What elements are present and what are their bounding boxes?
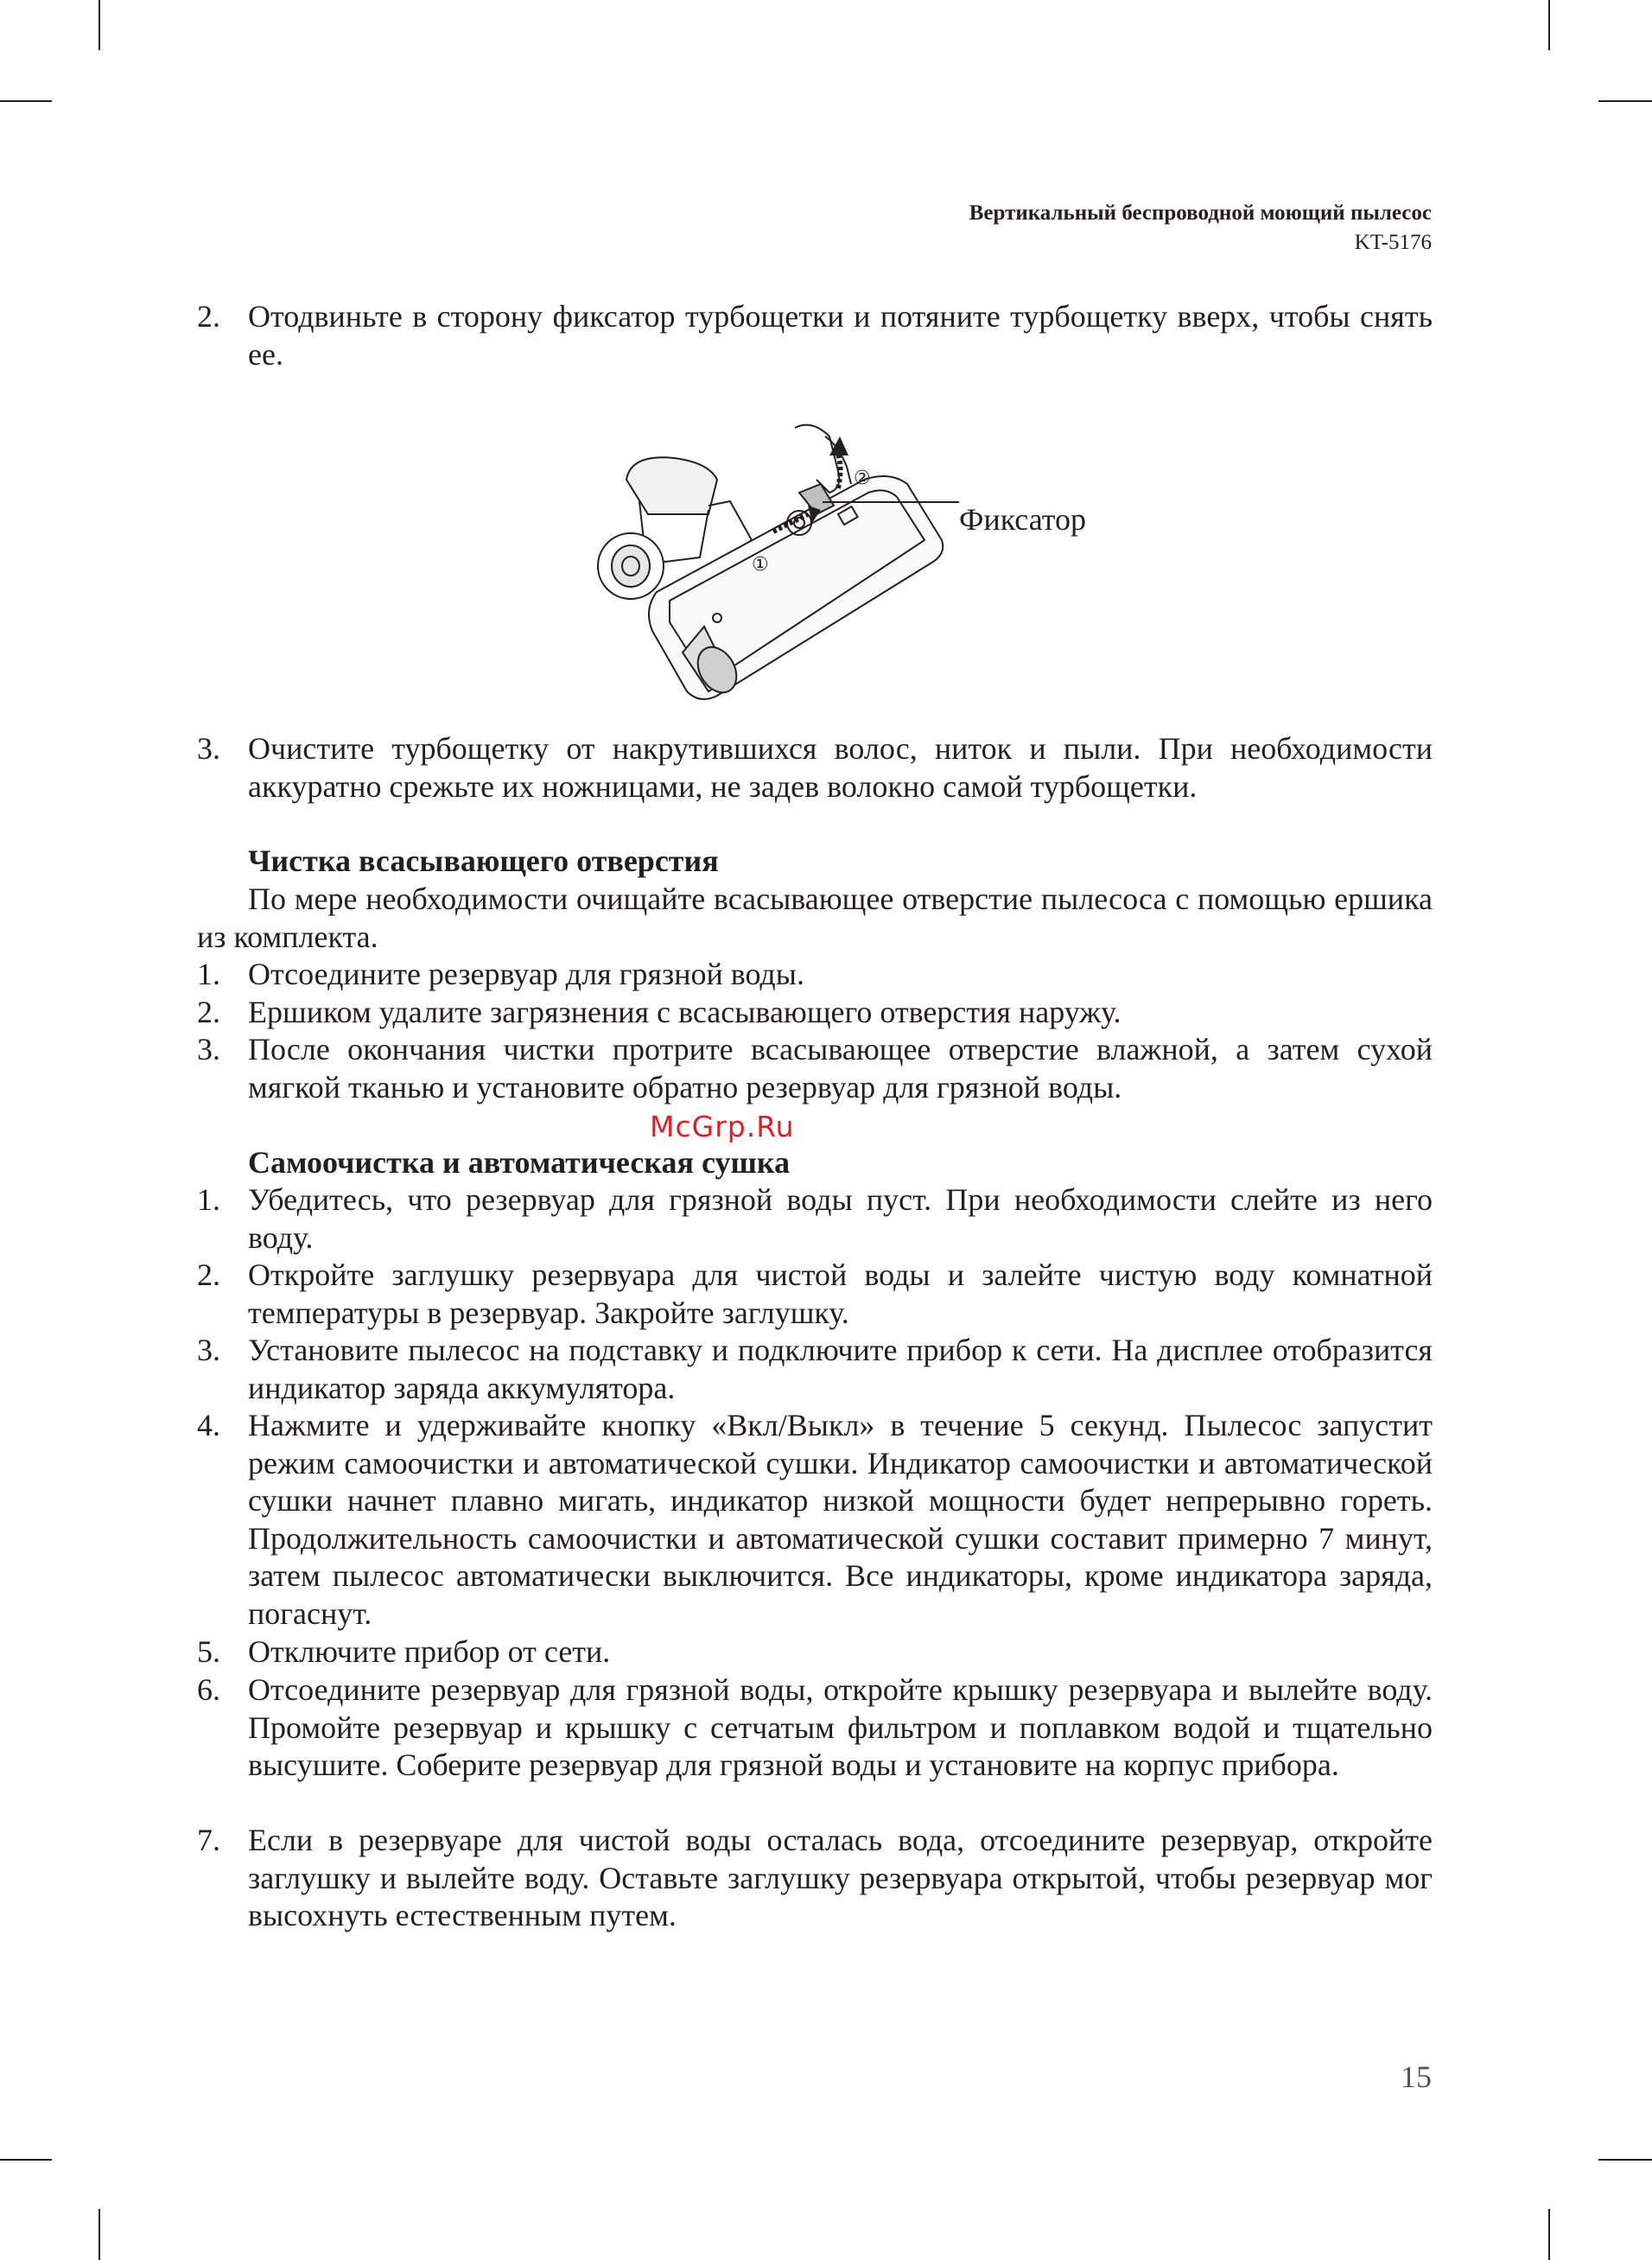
list-number: 2. <box>197 1257 220 1292</box>
list-text: После окончания чистки протрите всасывающее отверстие влажной, а затем сухой мягкой тканью и установите обратно резервуар для грязной воды. <box>248 1032 1433 1105</box>
list-number: 4. <box>197 1408 220 1442</box>
list-number: 2. <box>197 995 220 1029</box>
crop-mark <box>0 100 52 102</box>
figure-label-latch: Фиксатор <box>959 502 1087 537</box>
section-intro: По мере необходимости очищайте всасывающее отверстие пылесоса с помощью ершика из комплекта. <box>197 882 1433 954</box>
list-number: 3. <box>197 1333 220 1367</box>
list-number: 1. <box>197 1182 220 1217</box>
list-text: Ершиком удалите загрязнения с всасывающего отверстия наружу. <box>248 995 1121 1029</box>
running-header <box>969 199 1432 258</box>
list-text: Отодвиньте в сторону фиксатор турбощетки и потяните турбощетку вверх, чтобы снять ее. <box>248 299 1433 372</box>
list-item <box>197 1407 1433 1633</box>
crop-mark <box>98 0 100 50</box>
page-number: 15 <box>1401 2059 1432 2094</box>
list-item <box>197 1031 1433 1106</box>
list-item <box>197 730 1433 805</box>
list-number: 5. <box>197 1634 220 1669</box>
list-number: 1. <box>197 957 220 991</box>
list-text: Убедитесь, что резервуар для грязной воды пуст. При необходимости слейте из него воду. <box>248 1182 1433 1255</box>
list-item <box>197 1671 1433 1785</box>
watermark: McGrp.Ru <box>650 1110 795 1143</box>
list-item <box>197 1257 1433 1332</box>
crop-mark <box>1598 100 1652 102</box>
list-item <box>197 1332 1433 1407</box>
list-number: 7. <box>197 1823 220 1857</box>
list-text: Если в резервуаре для чистой воды осталась вода, отсоедините резервуар, откройте заглушку и вылейте воду. Оставьте заглушку резервуара открытой, чтобы резервуар мог высохнуть естественным путем. <box>248 1823 1433 1932</box>
list-item <box>197 1822 1433 1935</box>
list-number: 6. <box>197 1672 220 1707</box>
list-number: 3. <box>197 1032 220 1066</box>
header-title: Вертикальный беспроводной моющий пылесос <box>969 201 1432 225</box>
list-text: Откройте заглушку резервуара для чистой воды и залейте чистую воду комнатной температуры в резервуар. Закройте заглушку. <box>248 1257 1433 1330</box>
list-number: 3. <box>197 731 220 766</box>
section-heading-suction: Чистка всасывающего отверстия <box>248 844 719 878</box>
turbo-brush-illustration <box>579 419 1115 704</box>
list-text: Отсоедините резервуар для грязной воды, откройте крышку резервуара и вылейте воду. Промойте резервуар и крышку с сетчатым фильтром и поплавком водой и тщательно высушите. Соберите резервуар для грязной воды и установите на корпус прибора. <box>248 1672 1433 1782</box>
list-text: Отключите прибор от сети. <box>248 1634 611 1669</box>
list-text: Очистите турбощетку от накрутившихся волос, ниток и пыли. При необходимости аккуратно срежьте их ножницами, не задев волокно самой турбощетки. <box>248 731 1433 804</box>
list-number: 2. <box>197 299 220 334</box>
crop-mark <box>98 2209 100 2260</box>
list-text: Установите пылесос на подставку и подключите прибор к сети. На дисплее отобразится индикатор заряда аккумулятора. <box>248 1333 1433 1405</box>
marker-1: ① <box>752 554 769 576</box>
crop-mark <box>1548 0 1550 50</box>
list-item <box>197 1633 1433 1671</box>
section-heading-selfclean: Самоочистка и автоматическая сушка <box>248 1145 791 1180</box>
list-item <box>197 956 1433 994</box>
list-item <box>197 1181 1433 1257</box>
list-text: Отсоедините резервуар для грязной воды. <box>248 957 804 991</box>
marker-2: ② <box>854 468 871 489</box>
list-text: Нажмите и удерживайте кнопку «Вкл/Выкл» в течение 5 секунд. Пылесос запустит режим самоочистки и автоматической сушки. Индикатор самоочистки и автоматической сушки начнет плавно мигать, индикатор низкой мощности будет непрерывно гореть. Продолжительность самоочистки и автоматической сушки составит примерно 7 минут, затем пылесос автоматически выключится. Все индикаторы, кроме индикатора заряда, погаснут. <box>248 1408 1433 1631</box>
crop-mark <box>0 2159 52 2161</box>
list-item <box>197 298 1433 373</box>
crop-mark <box>1598 2159 1652 2161</box>
header-model: KT-5176 <box>1354 231 1432 254</box>
crop-mark <box>1548 2209 1550 2260</box>
list-item <box>197 994 1433 1032</box>
